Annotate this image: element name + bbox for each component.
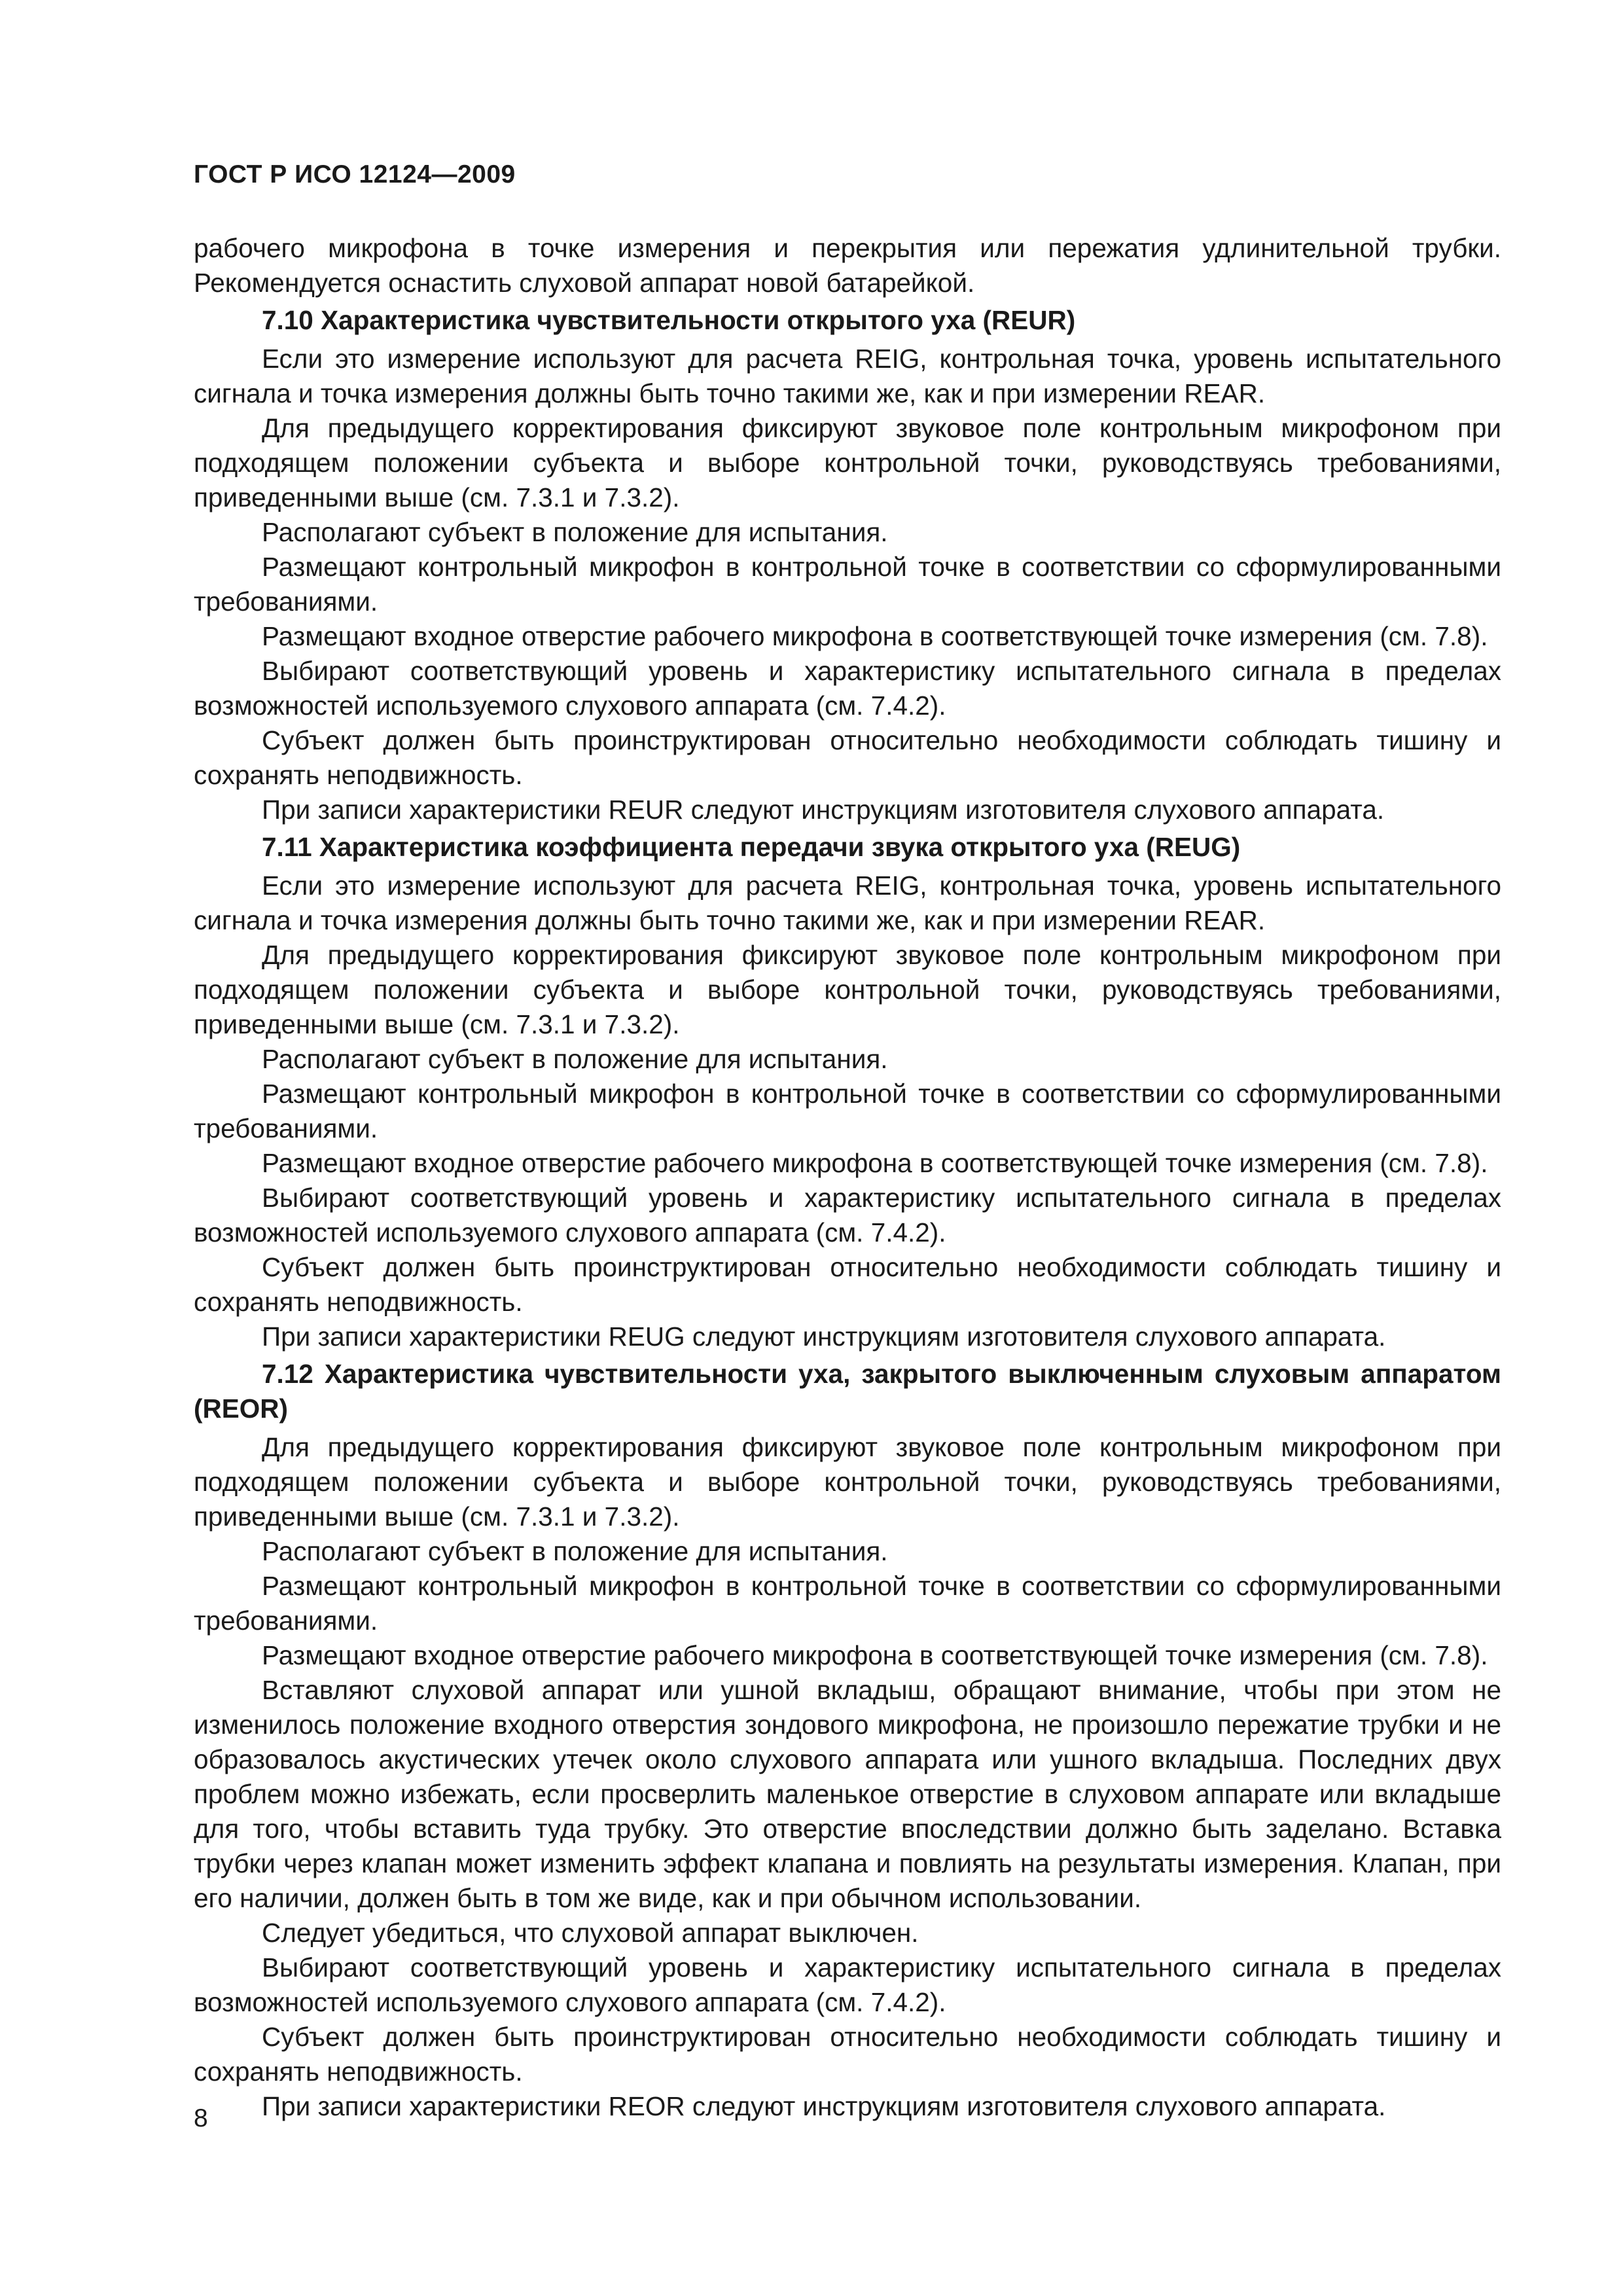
document-body (194, 231, 1501, 2124)
paragraph: Размещают входное отверстие рабочего микрофона в соответствующей точке измерения (см. 7.8). (262, 1640, 1488, 1670)
paragraph: Субъект должен быть проинструктирован относительно необходимости соблюдать тишину и сохранять неподвижность. (194, 2022, 1501, 2087)
paragraph: Выбирают соответствующий уровень и характеристику испытательного сигнала в пределах возможностей используемого слухового аппарата (см. 7.4.2). (194, 1183, 1501, 1247)
paragraph: Размещают контрольный микрофон в контрольной точке в соответствии со сформулированными требованиями. (194, 552, 1501, 617)
paragraph: Располагают субъект в положение для испытания. (262, 1536, 888, 1566)
document-code: ГОСТ Р ИСО 12124—2009 (194, 160, 516, 188)
paragraph: Если это измерение используют для расчета REIG, контрольная точка, уровень испытательного сигнала и точка измерения должны быть точно такими же, как и при измерении REAR. (194, 344, 1501, 408)
paragraph: Субъект должен быть проинструктирован относительно необходимости соблюдать тишину и сохранять неподвижность. (194, 725, 1501, 790)
paragraph: Вставляют слуховой аппарат или ушной вкладыш, обращают внимание, чтобы при этом не изменилось положение входного отверстия зондового микрофона, не произошло пережатие трубки и не образовалось акустических утечек около слухового аппарата или ушного вкладыша. Последних двух проблем можно избежать, если просверлить маленькое отверстие в слуховом аппарате или вкладыше для того, чтобы вставить туда трубку. Это отверстие впоследствии должно быть заделано. Вставка трубки через клапан может изменить эффект клапана и повлиять на результаты измерения. Клапан, при его наличии, должен быть в том же виде, как и при обычном использовании. (194, 1675, 1501, 1913)
paragraph: Размещают контрольный микрофон в контрольной точке в соответствии со сформулированными требованиями. (194, 1079, 1501, 1143)
paragraph: Размещают контрольный микрофон в контрольной точке в соответствии со сформулированными требованиями. (194, 1571, 1501, 1636)
paragraph: Для предыдущего корректирования фиксируют звуковое поле контрольным микрофоном при подходящем положении субъекта и выборе контрольной точки, руководствуясь требованиями, приведенными выше (см. 7.3.1 и 7.3.2). (194, 940, 1501, 1039)
paragraph: При записи характеристики REUR следуют инструкциям изготовителя слухового аппарата. (262, 795, 1385, 825)
section-heading-7-11: 7.11 Характеристика коэффициента передачи звука открытого уха (REUG) (262, 832, 1241, 862)
intro-paragraph: рабочего микрофона в точке измерения и перекрытия или пережатия удлинительной трубки. Рекомендуется оснастить слуховой аппарат новой батарейкой. (194, 233, 1501, 298)
paragraph: Субъект должен быть проинструктирован относительно необходимости соблюдать тишину и сохранять неподвижность. (194, 1252, 1501, 1317)
paragraph: Располагают субъект в положение для испытания. (262, 517, 888, 547)
paragraph: При записи характеристики REUG следуют инструкциям изготовителя слухового аппарата. (262, 1321, 1386, 1352)
paragraph: При записи характеристики REOR следуют инструкциям изготовителя слухового аппарата. (262, 2091, 1386, 2121)
paragraph: Размещают входное отверстие рабочего микрофона в соответствующей точке измерения (см. 7.8). (262, 621, 1488, 651)
paragraph: Для предыдущего корректирования фиксируют звуковое поле контрольным микрофоном при подходящем положении субъекта и выборе контрольной точки, руководствуясь требованиями, приведенными выше (см. 7.3.1 и 7.3.2). (194, 1432, 1501, 1532)
paragraph: Выбирают соответствующий уровень и характеристику испытательного сигнала в пределах возможностей используемого слухового аппарата (см. 7.4.2). (194, 656, 1501, 721)
paragraph: Располагают субъект в положение для испытания. (262, 1044, 888, 1074)
paragraph: Выбирают соответствующий уровень и характеристику испытательного сигнала в пределах возможностей используемого слухового аппарата (см. 7.4.2). (194, 1952, 1501, 2017)
page-number: 8 (194, 2104, 208, 2132)
paragraph: Размещают входное отверстие рабочего микрофона в соответствующей точке измерения (см. 7.8). (262, 1148, 1488, 1178)
section-heading-7-10: 7.10 Характеристика чувствительности открытого уха (REUR) (262, 305, 1076, 335)
paragraph: Если это измерение используют для расчета REIG, контрольная точка, уровень испытательного сигнала и точка измерения должны быть точно такими же, как и при измерении REAR. (194, 870, 1501, 935)
paragraph: Следует убедиться, что слуховой аппарат выключен. (262, 1918, 919, 1948)
paragraph: Для предыдущего корректирования фиксируют звуковое поле контрольным микрофоном при подходящем положении субъекта и выборе контрольной точки, руководствуясь требованиями, приведенными выше (см. 7.3.1 и 7.3.2). (194, 413, 1501, 512)
section-heading-7-12: 7.12 Характеристика чувствительности уха, закрытого выключенным слуховым аппаратом (REOR) (194, 1359, 1501, 1424)
